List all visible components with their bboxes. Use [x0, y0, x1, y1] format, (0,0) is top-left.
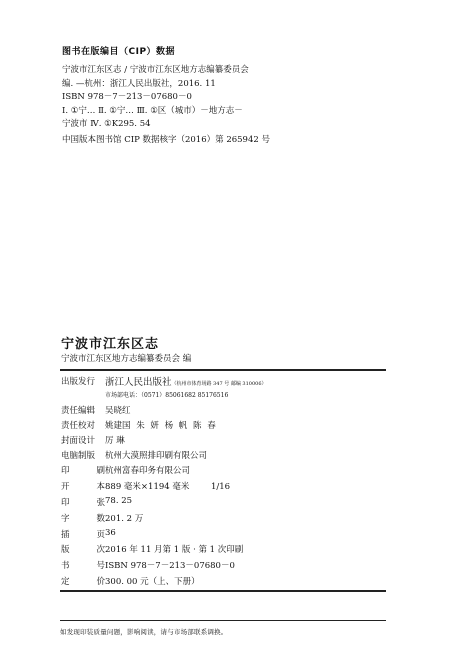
spec-label-printing — [61, 464, 107, 476]
cip-line-4: Ⅰ. ①宁… Ⅱ. ①宁… Ⅲ. ①区（城市）－地方志－ — [62, 106, 243, 116]
credit-value-editor: 吴晓红 — [105, 406, 131, 416]
spec-value-plates: 36 — [105, 528, 116, 538]
spec-label-price-text: 定 价 — [61, 577, 105, 587]
credit-value-proofreader: 姚建国 朱 妍 杨 帆 陈 春 — [105, 421, 216, 431]
book-author: 宁波市江东区地方志编纂委员会 编 — [61, 354, 192, 364]
spec-value-format: 889 毫米×1194 毫米 1/16 — [105, 482, 231, 492]
credit-label-cover — [61, 434, 107, 446]
cip-line-6: 中国版本图书馆 CIP 数据核字（2016）第 265942 号 — [62, 135, 270, 145]
spec-label-edition-text: 版 次 — [61, 545, 105, 555]
spec-label-wordcount-text: 字 数 — [61, 514, 105, 524]
spec-label-typesetting — [61, 449, 107, 461]
bottom-rule-2 — [60, 620, 386, 621]
credit-label-cover-text: 封面设计 — [61, 436, 96, 446]
top-rule — [60, 369, 386, 371]
spec-value-isbn: ISBN 978－7－213－07680－0 — [105, 561, 235, 571]
spec-label-edition — [61, 543, 107, 555]
spec-label-sheets — [61, 496, 107, 508]
credit-value-cover: 厉 琳 — [105, 436, 125, 446]
spec-value-typesetting: 杭州大漠照排印刷有限公司 — [105, 451, 208, 461]
spec-label-isbn-text: 书 号 — [61, 561, 105, 571]
spec-label-typesetting-text: 电脑制版 — [61, 451, 96, 461]
spec-value-sheets: 78. 25 — [105, 496, 133, 506]
spec-value-printing: 杭州富春印务有限公司 — [105, 466, 191, 476]
cip-line-2: 编. —杭州：浙江人民出版社，2016. 11 — [62, 79, 216, 89]
publisher-address: （杭州市体育场路 347 号 邮编 310006） — [171, 381, 267, 387]
book-title: 宁波市江东区志 — [61, 337, 160, 352]
spec-label-isbn — [61, 559, 107, 571]
spec-label-printing-text: 印 刷 — [61, 466, 105, 476]
spec-label-wordcount — [61, 512, 107, 524]
spec-label-format-text: 开 本 — [61, 482, 105, 492]
cip-line-3: ISBN 978－7－213－07680－0 — [62, 92, 192, 102]
credit-label-proofreader — [61, 419, 107, 431]
bottom-rule-1 — [60, 590, 386, 592]
spec-label-plates-text: 插 页 — [61, 530, 105, 540]
credit-label-editor — [61, 404, 107, 416]
spec-label-plates — [61, 528, 107, 540]
cip-heading: 图书在版编目（CIP）数据 — [62, 47, 176, 57]
publisher-phone: 市场部电话：（0571）85061682 85176516 — [105, 392, 229, 399]
credit-label-proofreader-text: 责任校对 — [61, 421, 96, 431]
cip-line-1: 宁波市江东区志 / 宁波市江东区地方志编纂委员会 — [62, 65, 249, 75]
quality-notice: 如发现印装质量问题，影响阅读，请与市场部联系调换。 — [60, 628, 228, 636]
publisher-name-line — [105, 374, 267, 388]
publisher-name: 浙江人民出版社 — [105, 377, 172, 388]
spec-label-price — [61, 575, 107, 587]
publisher-label-text: 出版发行 — [61, 377, 96, 387]
spec-value-price: 300. 00 元（上、下册） — [105, 577, 200, 587]
credit-label-editor-text: 责任编辑 — [61, 406, 96, 416]
spec-value-edition: 2016 年 11 月第 1 版 · 第 1 次印刷 — [105, 545, 244, 555]
cip-line-5: 宁波市 Ⅳ. ①K295. 54 — [62, 119, 151, 129]
spec-label-sheets-text: 印 张 — [61, 498, 105, 508]
publisher-label — [61, 375, 107, 387]
spec-label-format — [61, 480, 107, 492]
spec-value-wordcount: 201. 2 万 — [105, 514, 144, 524]
